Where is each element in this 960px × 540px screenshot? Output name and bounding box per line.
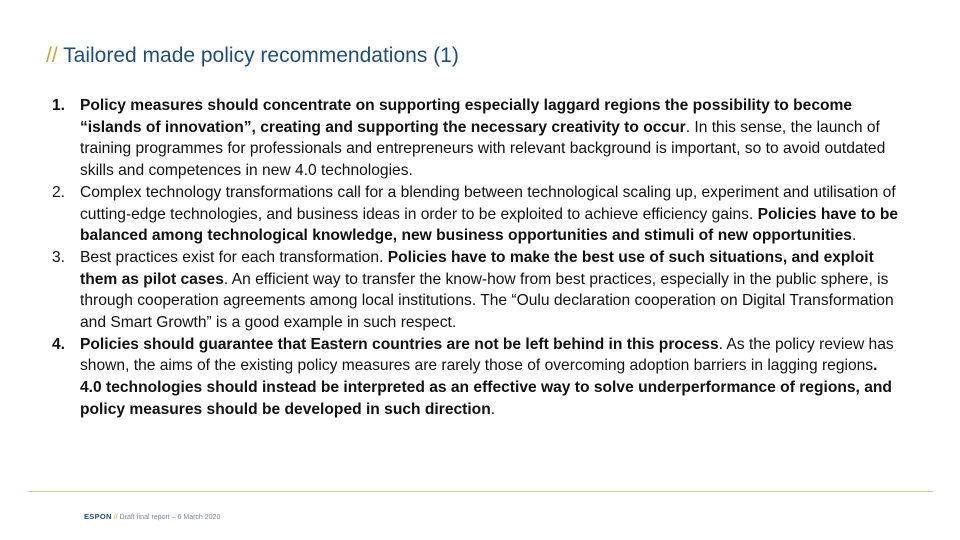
item-text-bold: Policy measures should concentrate on supporting especially laggard regions the possibility to become “islands of innovation”, creating and supporting the necessary creativity to occur bbox=[80, 97, 853, 136]
espon-logo: ESPON bbox=[84, 512, 112, 521]
item-text: Complex technology transformations call for a blending between technological scaling up, experiment and utilisation of cutting-edge technologies, and business ideas in order to be exploited to achieve efficiency gains. bbox=[80, 183, 896, 223]
item-text: Best practices exist for each transformation. bbox=[80, 248, 388, 266]
footer-text: Draft final report – 6 March 2020 bbox=[119, 514, 221, 521]
item-text: . bbox=[851, 227, 857, 245]
footer-separator: // bbox=[113, 514, 118, 521]
title-text: Tailored made policy recommendations (1) bbox=[63, 44, 459, 67]
item-text-bold: Policies have to make the best use of such situations, and exploit them as pilot cases bbox=[80, 248, 874, 288]
item-text: . bbox=[490, 400, 496, 418]
title-prefix: // bbox=[46, 44, 58, 67]
recommendation-item bbox=[52, 247, 902, 334]
slide-title bbox=[46, 44, 459, 68]
item-text: . In this sense, the launch of training programmes for professionals and entrepreneurs with relevant background is important, so to avoid outdated skills and competences in new 4.0 technologies. bbox=[80, 118, 886, 180]
recommendation-item bbox=[52, 95, 902, 182]
item-text: . As the policy review has shown, the aims of the existing policy measures are rarely those of overcoming adoption barriers in lagging regions bbox=[80, 335, 894, 375]
item-number: 3. bbox=[52, 248, 66, 266]
footer bbox=[84, 512, 220, 521]
item-number: 1. bbox=[52, 97, 66, 114]
recommendation-list bbox=[52, 95, 902, 421]
item-text-bold: Policies have to be balanced among technological knowledge, new business opportunities and stimuli of new opportunities bbox=[80, 205, 899, 245]
item-number: 4. bbox=[52, 335, 66, 353]
item-text-bold: Policies should guarantee that Eastern countries are not be left behind in this process bbox=[80, 335, 719, 353]
recommendation-item bbox=[52, 334, 902, 421]
footer-divider bbox=[28, 491, 933, 492]
item-text: . An efficient way to transfer the know-how from best practices, especially in the public sphere, is through cooperation agreements among local institutions. The “Oulu declaration cooperation on Digital Transformation and Smart Growth” is a good example in such respect. bbox=[80, 270, 894, 332]
item-text-bold: . 4.0 technologies should instead be interpreted as an effective way to solve underperformance of regions, and policy measures should be developed in such direction bbox=[80, 357, 892, 418]
item-number: 2. bbox=[52, 183, 66, 201]
recommendation-item bbox=[52, 182, 902, 247]
